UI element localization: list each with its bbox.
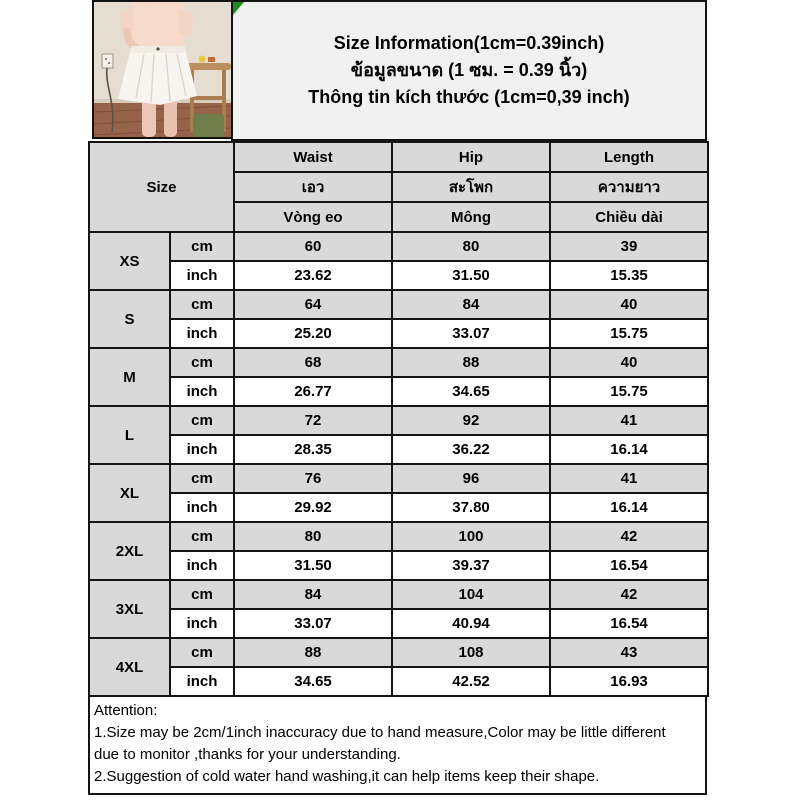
value-cell-cm: 104 [392,580,550,609]
col-header-hip-en: Hip [392,142,550,172]
value-cell-cm: 60 [234,232,392,261]
value-cell-inch: 36.22 [392,435,550,464]
col-header-waist-th: เอว [234,172,392,202]
value-cell-inch: 37.80 [392,493,550,522]
size-table [88,141,709,697]
value-cell-inch: 16.54 [550,609,708,638]
value-cell-cm: 100 [392,522,550,551]
size-label-cell: XL [89,464,170,522]
unit-inch-cell: inch [170,609,234,638]
attention-line-2: due to monitor ,thanks for your understanding. [94,746,401,763]
value-cell-cm: 84 [234,580,392,609]
unit-inch-cell: inch [170,551,234,580]
attention-box [88,695,707,795]
size-row-2xl-cm [89,522,708,551]
green-corner-icon [233,2,244,15]
value-cell-inch: 39.37 [392,551,550,580]
unit-cm-cell: cm [170,638,234,667]
col-header-length-th: ความยาว [550,172,708,202]
value-cell-inch: 34.65 [392,377,550,406]
value-cell-cm: 92 [392,406,550,435]
size-row-4xl-cm [89,638,708,667]
size-row-xs-inch [89,261,708,290]
size-label-cell: 3XL [89,580,170,638]
size-row-s-inch [89,319,708,348]
value-cell-cm: 80 [234,522,392,551]
title-english: Size Information(1cm=0.39inch) [333,33,605,53]
unit-cm-cell: cm [170,290,234,319]
title-thai: ข้อมูลขนาด (1 ซม. = 0.39 นิ้ว) [350,60,588,80]
value-cell-cm: 108 [392,638,550,667]
value-cell-inch: 15.75 [550,319,708,348]
size-label-cell: 4XL [89,638,170,696]
value-cell-cm: 84 [392,290,550,319]
value-cell-inch: 16.14 [550,435,708,464]
size-label-cell: S [89,290,170,348]
value-cell-cm: 39 [550,232,708,261]
value-cell-inch: 23.62 [234,261,392,290]
unit-cm-cell: cm [170,406,234,435]
unit-cm-cell: cm [170,232,234,261]
unit-inch-cell: inch [170,667,234,696]
value-cell-inch: 34.65 [234,667,392,696]
value-cell-inch: 33.07 [234,609,392,638]
unit-cm-cell: cm [170,464,234,493]
value-cell-inch: 28.35 [234,435,392,464]
size-row-xl-inch [89,493,708,522]
value-cell-cm: 80 [392,232,550,261]
size-label-cell: XS [89,232,170,290]
product-photo-illustration [94,2,231,137]
unit-cm-cell: cm [170,522,234,551]
size-row-xs-cm [89,232,708,261]
size-row-m-inch [89,377,708,406]
size-header-cell: Size [89,142,234,232]
attention-line-3: 2.Suggestion of cold water hand washing,it can help items keep their shape. [94,768,600,785]
size-row-3xl-inch [89,609,708,638]
value-cell-inch: 33.07 [392,319,550,348]
value-cell-cm: 72 [234,406,392,435]
size-row-4xl-inch [89,667,708,696]
col-header-waist-vi: Vòng eo [234,202,392,232]
value-cell-inch: 15.35 [550,261,708,290]
title-vietnamese: Thông tin kích thước (1cm=0,39 inch) [308,87,630,107]
value-cell-inch: 29.92 [234,493,392,522]
value-cell-cm: 41 [550,464,708,493]
value-cell-cm: 96 [392,464,550,493]
col-header-length-en: Length [550,142,708,172]
size-row-xl-cm [89,464,708,493]
size-label-cell: 2XL [89,522,170,580]
value-cell-cm: 88 [392,348,550,377]
value-cell-cm: 88 [234,638,392,667]
value-cell-cm: 64 [234,290,392,319]
col-header-waist-en: Waist [234,142,392,172]
size-row-3xl-cm [89,580,708,609]
value-cell-cm: 41 [550,406,708,435]
value-cell-inch: 16.54 [550,551,708,580]
unit-cm-cell: cm [170,348,234,377]
unit-inch-cell: inch [170,319,234,348]
value-cell-inch: 40.94 [392,609,550,638]
value-cell-inch: 26.77 [234,377,392,406]
col-header-length-vi: Chiều dài [550,202,708,232]
value-cell-cm: 68 [234,348,392,377]
value-cell-inch: 31.50 [234,551,392,580]
size-label-cell: L [89,406,170,464]
value-cell-inch: 16.14 [550,493,708,522]
value-cell-cm: 40 [550,290,708,319]
size-row-m-cm [89,348,708,377]
size-row-s-cm [89,290,708,319]
value-cell-inch: 16.93 [550,667,708,696]
title-box [231,0,707,141]
product-photo [92,0,233,139]
value-cell-cm: 42 [550,580,708,609]
size-row-2xl-inch [89,551,708,580]
unit-cm-cell: cm [170,580,234,609]
size-label-cell: M [89,348,170,406]
attention-line-1: 1.Size may be 2cm/1inch inaccuracy due to hand measure,Color may be little different [94,724,666,741]
value-cell-inch: 15.75 [550,377,708,406]
value-cell-inch: 42.52 [392,667,550,696]
col-header-hip-vi: Mông [392,202,550,232]
value-cell-inch: 31.50 [392,261,550,290]
value-cell-inch: 25.20 [234,319,392,348]
value-cell-cm: 43 [550,638,708,667]
value-cell-cm: 40 [550,348,708,377]
value-cell-cm: 76 [234,464,392,493]
unit-inch-cell: inch [170,261,234,290]
unit-inch-cell: inch [170,377,234,406]
size-row-l-cm [89,406,708,435]
unit-inch-cell: inch [170,435,234,464]
col-header-hip-th: สะโพก [392,172,550,202]
attention-heading: Attention: [94,702,158,719]
size-row-l-inch [89,435,708,464]
value-cell-cm: 42 [550,522,708,551]
unit-inch-cell: inch [170,493,234,522]
